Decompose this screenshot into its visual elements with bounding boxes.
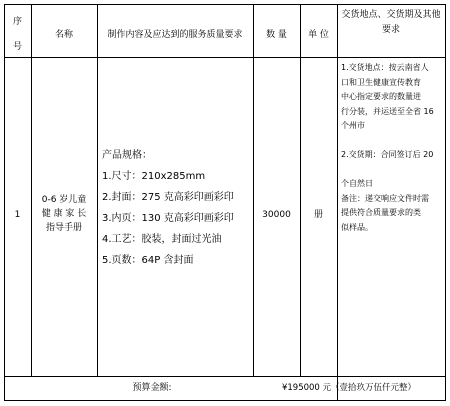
table-border-bottom [4, 400, 446, 401]
delivery-requirements [341, 61, 444, 235]
requirement-line: 备注：递交响应文件时需 [341, 193, 429, 203]
col-divider-qty [300, 4, 301, 376]
header-name: 名称 [54, 30, 73, 40]
header-unit: 单 位 [308, 30, 329, 40]
row-unit: 册 [313, 210, 323, 220]
requirement-line [341, 163, 444, 178]
col-divider-content [253, 4, 254, 376]
header-qty: 数 量 [266, 30, 287, 40]
table-border-left [4, 4, 5, 401]
col-divider-seq [31, 4, 32, 376]
requirement-line: 行分装，并运送至全省 16 [341, 106, 434, 116]
row-seq: 1 [14, 210, 21, 220]
table-border-right [445, 4, 446, 401]
header-seq-bottom: 号 [12, 42, 22, 52]
requirement-line: 2.交货期：合同签订后 20 [341, 150, 434, 159]
budget-value: ¥195000 元（壹拾玖万伍仟元整） [281, 383, 417, 393]
header-delivery-line2: 要求 [381, 25, 400, 35]
table-border-top [4, 4, 446, 5]
row-qty: 30000 [262, 210, 291, 220]
row-name [33, 193, 95, 235]
header-delivery-line1: 交货地点、交货期及其他 [341, 10, 441, 20]
requirement-line: 提供符合质量要求的类 [341, 208, 421, 217]
col-divider-name [97, 4, 98, 376]
header-seq-top: 序 [12, 17, 22, 27]
spec-item: 4.工艺：胶装，封面过光油 [102, 234, 222, 245]
requirement-line: 中心指定要求的数量进 [341, 92, 421, 101]
requirement-line: 个自然日 [341, 179, 373, 188]
spec-item: 3.内页：130 克高彩印画彩印 [102, 213, 234, 224]
spec-item: 5.页数：64P 含封面 [102, 255, 194, 266]
requirement-line: 个州市 [341, 121, 365, 130]
budget-label: 预算金额: [132, 383, 172, 393]
col-divider-unit [337, 4, 338, 401]
row-name-line: 0-6 岁儿童 [41, 195, 87, 205]
spec-item: 2.封面：275 克高彩印画彩印 [102, 192, 234, 203]
product-spec [102, 145, 252, 271]
row-name-line: 健 康 家 长 [41, 209, 87, 219]
row-name-line: 指导手册 [45, 223, 82, 233]
requirement-line: 似样品。 [341, 222, 373, 232]
header-divider [4, 57, 446, 58]
header-content: 制作内容及应达到的服务质量要求 [107, 30, 243, 40]
spec-item: 1.尺寸：210x285mm [102, 171, 206, 182]
spec-title: 产品规格： [102, 150, 152, 161]
requirement-line: 口和卫生健康宣传教育 [341, 77, 421, 87]
requirement-line [341, 134, 444, 149]
requirement-line: 1.交货地点：按云南省人 [341, 63, 429, 72]
budget-divider [4, 376, 446, 377]
